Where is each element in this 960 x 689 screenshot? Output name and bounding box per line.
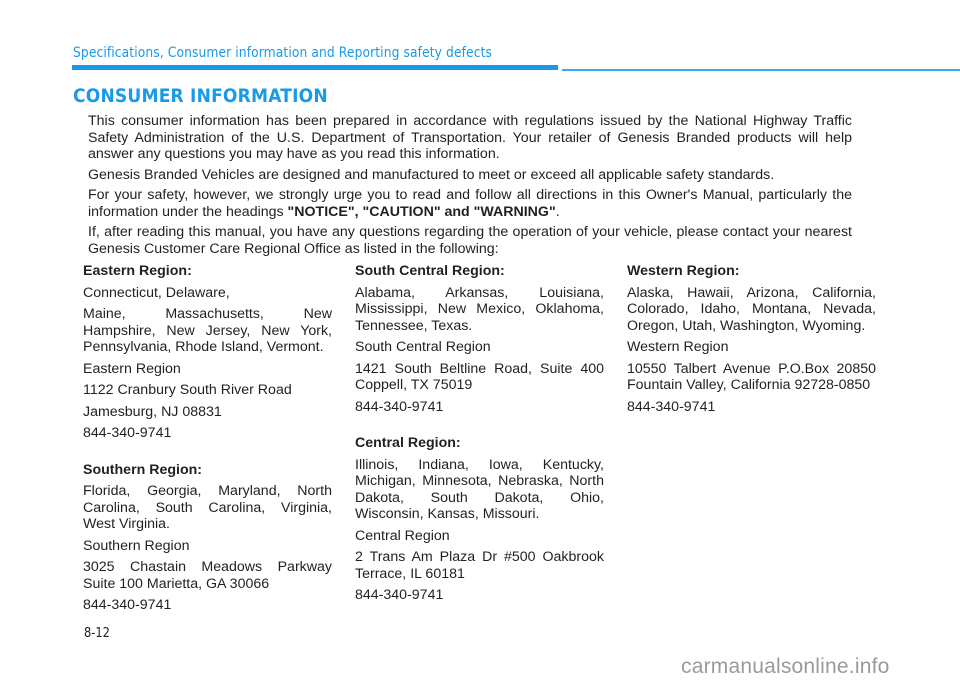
office-phone: 844-340-9741 <box>83 425 172 441</box>
region-states: Maine, Massachusetts, New Hampshire, New Jersey, New York, Pennsylvania, Rhode Island, Vermont. <box>83 306 332 355</box>
office-name: Western Region <box>627 339 729 355</box>
header-rule-thin <box>562 69 960 71</box>
office-address: 3025 Chastain Meadows Parkway Suite 100 Marietta, GA 30066 <box>83 559 332 592</box>
region-states: Alaska, Hawaii, Arizona, California, Colorado, Idaho, Montana, Nevada, Oregon, Utah, Washington, Wyoming. <box>627 284 876 334</box>
region-states: Connecticut, Delaware, <box>83 284 230 301</box>
office-name: South Central Region <box>355 339 491 355</box>
header-rule-thick <box>72 65 558 70</box>
column-right <box>627 263 876 429</box>
page-number: 8-12 <box>84 626 110 641</box>
region-western <box>627 263 876 415</box>
intro-paragraph-3 <box>88 187 852 220</box>
office-phone: 844-340-9741 <box>355 587 444 603</box>
region-states: Florida, Georgia, Maryland, North Carolina, South Carolina, Virginia, West Virginia. <box>83 483 332 532</box>
column-middle <box>355 263 604 618</box>
watermark-link[interactable]: carmanualsonline.info <box>681 655 890 678</box>
region-eastern <box>83 263 332 442</box>
region-heading: Eastern Region: <box>83 263 192 279</box>
office-phone: 844-340-9741 <box>83 597 172 613</box>
office-name: Central Region <box>355 527 450 544</box>
page-title: CONSUMER INFORMATION <box>73 85 328 107</box>
section-header: Specifications, Consumer information and Reporting safety defects <box>73 45 493 61</box>
office-phone: 844-340-9741 <box>627 398 716 415</box>
region-heading: Southern Region: <box>83 461 203 478</box>
office-address: 10550 Talbert Avenue P.O.Box 20850 Fountain Valley, California 92728-0850 <box>627 360 876 393</box>
region-south-central <box>355 263 604 415</box>
region-states: Illinois, Indiana, Iowa, Kentucky, Michigan, Minnesota, Nebraska, North Dakota, South Dakota, Ohio, Wisconsin, Kansas, Missouri. <box>355 456 604 522</box>
office-address: 1122 Cranbury South River Road <box>83 382 292 398</box>
region-heading: Central Region: <box>355 435 461 451</box>
office-phone: 844-340-9741 <box>355 398 444 415</box>
intro-paragraph-2: Genesis Branded Vehicles are designed and manufactured to meet or exceed all applicable safety standards. <box>88 166 775 183</box>
office-address: 2 Trans Am Plaza Dr #500 Oakbrook Terrace, IL 60181 <box>355 549 604 582</box>
column-left <box>83 263 332 628</box>
region-states: Alabama, Arkansas, Louisiana, Mississippi, New Mexico, Oklahoma, Tennessee, Texas. <box>355 284 604 334</box>
intro-paragraph-1: This consumer information has been prepared in accordance with regulations issued by the National Highway Traffic Safety Administration of the U.S. Department of Transportation. Your retailer of Genesis Branded products will help answer any questions you may have as you read this information. <box>88 113 852 162</box>
intro-text <box>88 113 852 261</box>
warning-headings: "NOTICE", "CAUTION" and "WARNING" <box>287 203 556 220</box>
region-central <box>355 435 604 604</box>
region-southern <box>83 462 332 614</box>
region-heading: South Central Region: <box>355 263 505 279</box>
region-heading: Western Region: <box>627 263 740 279</box>
intro-paragraph-3-end: . <box>555 203 560 220</box>
office-name: Eastern Region <box>83 360 181 377</box>
intro-paragraph-3-text: For your safety, however, we strongly urge you to read and follow all directions in this Owner's Manual, particularly the information under the headings <box>88 187 852 220</box>
intro-paragraph-4: If, after reading this manual, you have any questions regarding the operation of your vehicle, please contact your nearest Genesis Customer Care Regional Office as listed in the following: <box>88 224 852 257</box>
office-name: Southern Region <box>83 537 190 554</box>
office-address: Jamesburg, NJ 08831 <box>83 403 222 420</box>
office-address: 1421 South Beltline Road, Suite 400 Coppell, TX 75019 <box>355 360 604 393</box>
